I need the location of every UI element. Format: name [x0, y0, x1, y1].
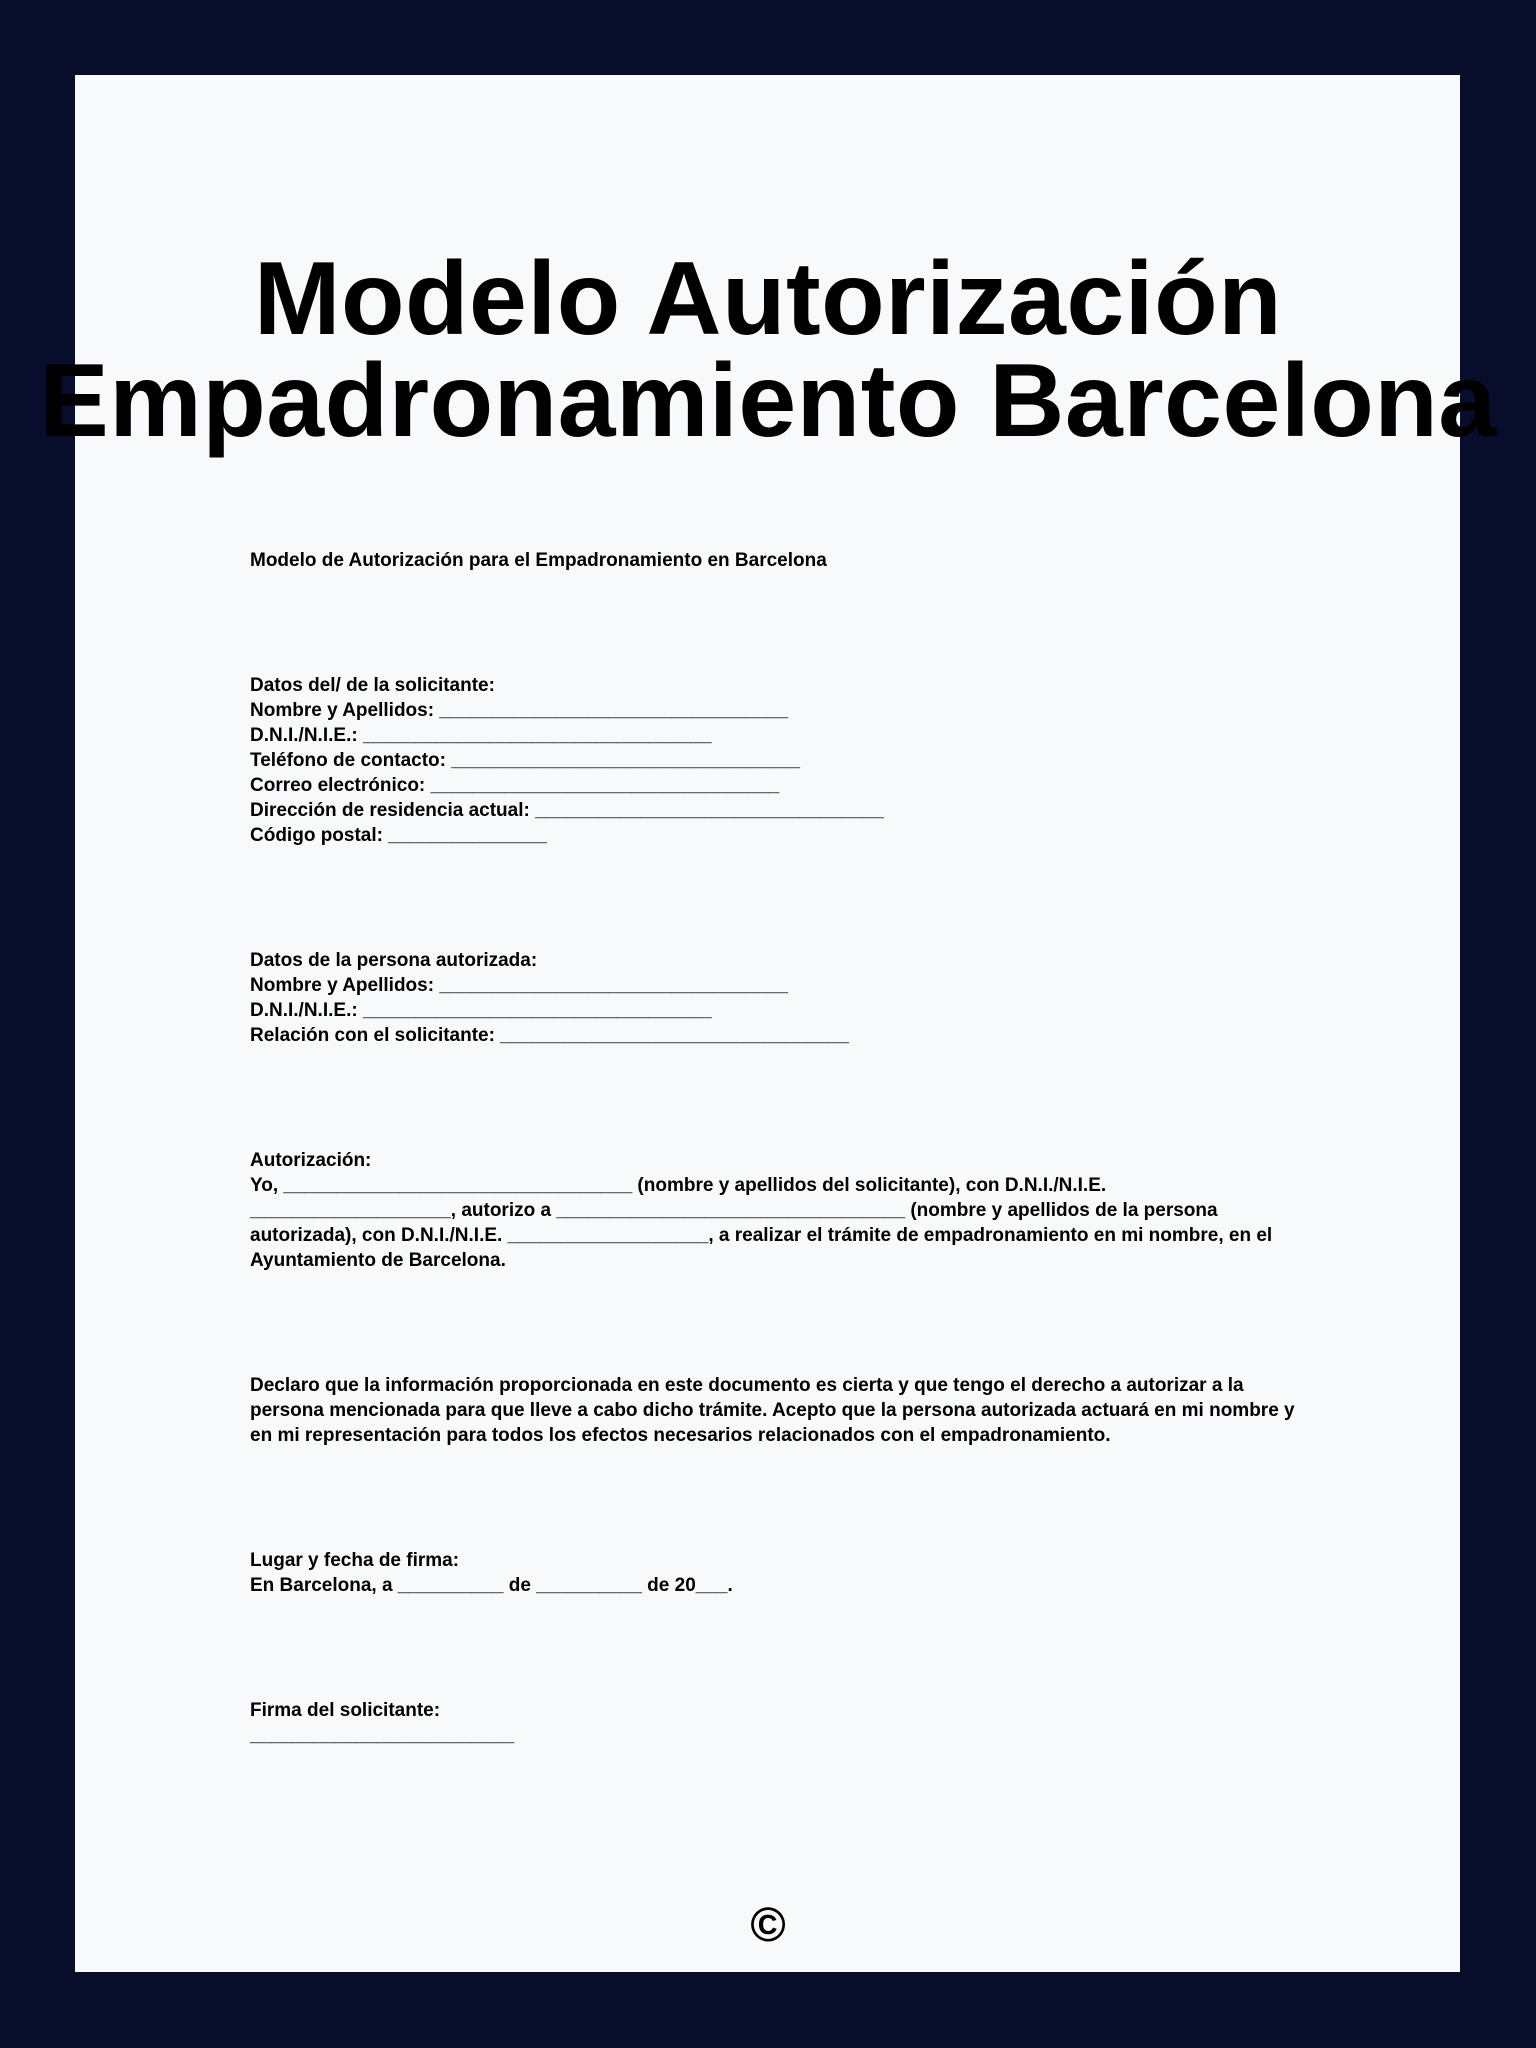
applicant-dni-field: D.N.I./N.I.E.: _________________________________ [250, 725, 712, 746]
authorized-relation-field: Relación con el solicitante: _________________________________ [250, 1025, 849, 1046]
signature-section [250, 1698, 1300, 1748]
form-heading: Modelo de Autorización para el Empadronamiento en Barcelona [250, 550, 827, 571]
applicant-section [250, 673, 1300, 848]
title-line-1: Modelo Autorización [253, 241, 1283, 357]
applicant-postal-field: Código postal: _______________ [250, 825, 547, 846]
authorized-label: Datos de la persona autorizada: [250, 950, 538, 971]
document-title [0, 241, 1536, 459]
place-date-text: En Barcelona, a __________ de __________ de 20___. [250, 1575, 733, 1596]
applicant-email-field: Correo electrónico: _________________________________ [250, 775, 780, 796]
title-line-2: Empadronamiento Barcelona [39, 343, 1497, 459]
document-body [250, 548, 1300, 1748]
applicant-name-field: Nombre y Apellidos: _________________________________ [250, 700, 789, 721]
signature-line: _________________________ [250, 1725, 515, 1746]
authorized-section [250, 948, 1300, 1048]
declaration-text: Declaro que la información proporcionada en este documento es cierta y que tengo el derecho a autorizar a la persona mencionada para que lleve a cabo dicho trámite. Acepto que la persona autorizada actuará en mi nombre y en mi representación para todos los efectos necesarios relacionados con el empadronamiento. [250, 1375, 1300, 1446]
applicant-address-field: Dirección de residencia actual: _________________________________ [250, 800, 884, 821]
place-date-label: Lugar y fecha de firma: [250, 1550, 460, 1571]
copyright-icon: © [750, 1899, 786, 1952]
applicant-phone-field: Teléfono de contacto: _________________________________ [250, 750, 800, 771]
applicant-label: Datos del/ de la solicitante: [250, 675, 495, 696]
authorization-section [250, 1148, 1300, 1273]
signature-label: Firma del solicitante: [250, 1700, 441, 1721]
authorized-dni-field: D.N.I./N.I.E.: _________________________________ [250, 1000, 712, 1021]
authorized-name-field: Nombre y Apellidos: _________________________________ [250, 975, 789, 996]
authorization-text: Yo, _________________________________ (nombre y apellidos del solicitante), con D.N.I./N.I.E. ___________________, autorizo a _________________________________ (nombre y apellidos de la persona autorizada), con D.N.I./N.I.E. ___________________, a realizar el trámite de empadronamiento en mi nombre, en el Ayuntamiento de Barcelona. [250, 1175, 1277, 1271]
place-date-section [250, 1548, 1300, 1598]
declaration-section [250, 1373, 1300, 1448]
authorization-label: Autorización: [250, 1150, 372, 1171]
